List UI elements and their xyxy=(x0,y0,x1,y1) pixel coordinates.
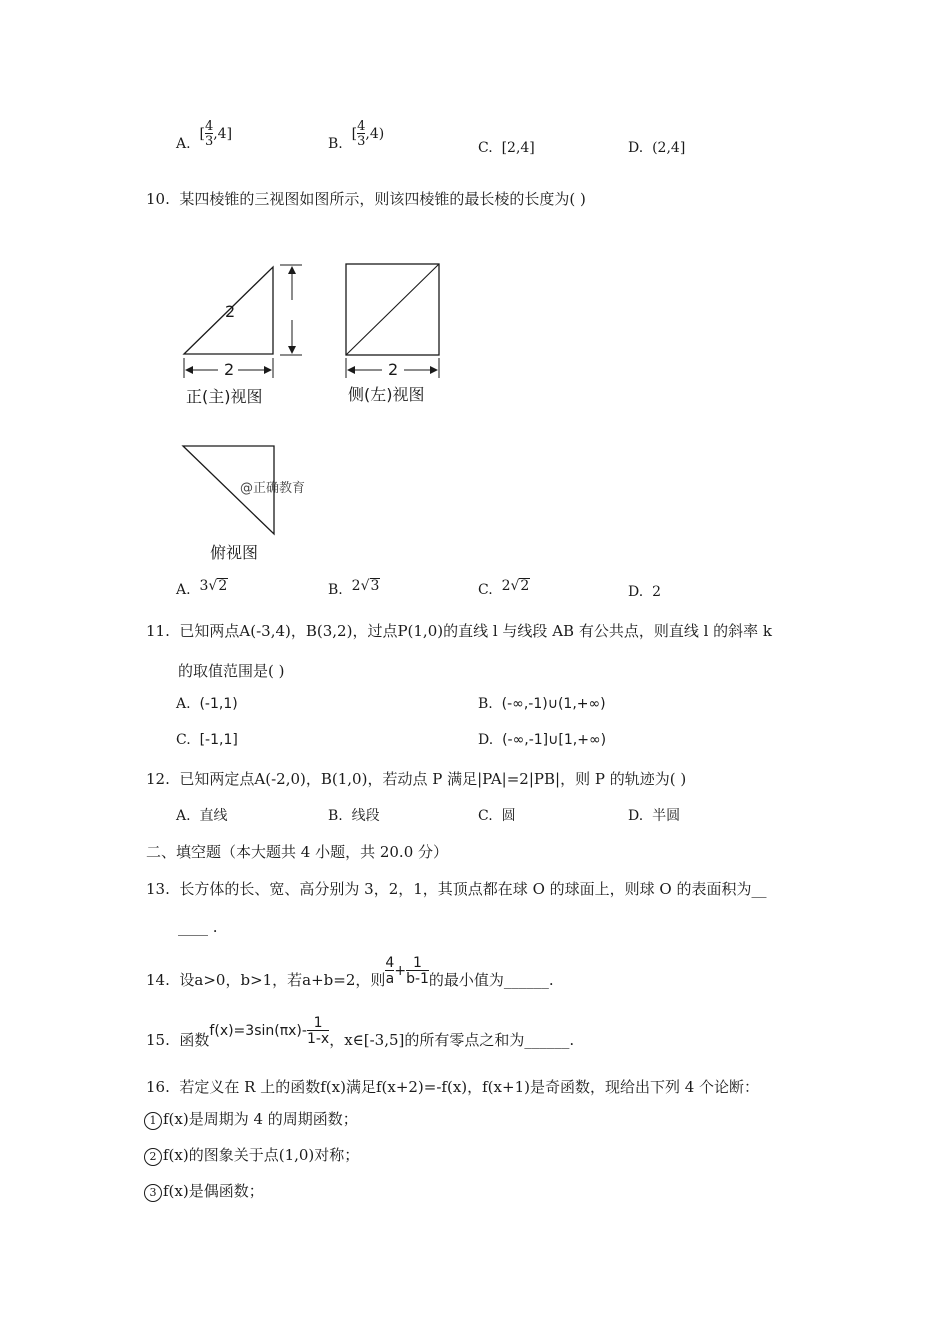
circled-number: 2 xyxy=(144,1148,162,1166)
front-height-dim: 2 xyxy=(225,302,236,321)
q12-option-a: A. 直线 xyxy=(176,808,228,824)
q9-option-d: D. (2,4] xyxy=(628,140,686,156)
front-width-dim: 2 xyxy=(224,360,235,379)
q9-option-a: A. [ $\frac{4}{3}$ ,4] xyxy=(176,119,233,152)
top-view-label: 俯视图 xyxy=(210,543,259,562)
q15-stem: 15. 函数f(x)=3sin(πx)- $\frac{1}{1-x}$ ，x∈[-3,5]的所有零点之和为______. xyxy=(146,1015,575,1049)
q11-option-a: A. (-1,1) xyxy=(176,696,238,712)
q11-option-b: B. (-∞,-1)∪(1,+∞) xyxy=(478,696,606,712)
circled-number: 1 xyxy=(144,1112,162,1130)
q11-stem-line1: 11. 已知两点A(-3,4)，B(3,2)，过点P(1,0)的直线 l 与线段 AB 有公共点，则直线 l 的斜率 k xyxy=(146,622,773,640)
q16-statement-2: 2 f(x)的图象关于点(1,0)对称； xyxy=(144,1144,359,1166)
q10-stem: 10. 某四棱锥的三视图如图所示，则该四棱锥的最长棱的长度为( ) xyxy=(146,190,586,208)
q16-statement-1: 1 f(x)是周期为 4 的周期函数； xyxy=(144,1108,358,1130)
q12-option-c: C. 圆 xyxy=(478,808,516,824)
q10-option-b: B. 2√3 xyxy=(328,578,380,598)
q16-statement-3: 3 f(x)是偶函数； xyxy=(144,1180,264,1202)
side-view-label: 侧(左)视图 xyxy=(348,385,425,404)
front-view-label: 正(主)视图 xyxy=(186,387,263,406)
circled-number: 3 xyxy=(144,1184,162,1202)
q9-option-c: C. [2,4] xyxy=(478,140,535,156)
q9-option-b: B. [ $\frac{4}{3}$ ,4) xyxy=(328,119,385,152)
q11-stem-line2: 的取值范围是( ) xyxy=(178,662,285,680)
q12-option-d: D. 半圆 xyxy=(628,808,681,824)
watermark: @正确教育 xyxy=(240,481,306,496)
section-heading-fill-in: 二、填空题（本大题共 4 小题，共 20.0 分） xyxy=(146,843,449,861)
front-view xyxy=(184,265,302,378)
q10-option-d: D. 2 xyxy=(628,584,662,600)
q16-stem: 16. 若定义在 R 上的函数f(x)满足f(x+2)=-f(x)，f(x+1)是奇函数，现给出下列 4 个论断： xyxy=(146,1078,760,1096)
q11-option-d: D. (-∞,-1]∪[1,+∞) xyxy=(478,732,607,748)
q12-option-b: B. 线段 xyxy=(328,808,380,824)
q13-stem-line1: 13. 长方体的长、宽、高分别为 3，2，1，其顶点都在球 O 的球面上，则球 O 的表面积为__ xyxy=(146,880,767,898)
q14-stem: 14. 设a>0，b>1，若a+b=2，则 $\frac{4}{a}$ + $\frac{1}{b-1}$ 的最小值为______. xyxy=(146,955,554,989)
q13-stem-line2: ____ . xyxy=(178,918,218,936)
q11-option-c: C. [-1,1] xyxy=(176,732,238,748)
q10-option-c: C. 2√2 xyxy=(478,578,530,598)
q12-stem: 12. 已知两定点A(-2,0)，B(1,0)，若动点 P 满足|PA|=2|PB|，则 P 的轨迹为( ) xyxy=(146,770,687,788)
side-width-dim: 2 xyxy=(388,360,399,379)
three-view-figure xyxy=(170,250,470,570)
q10-option-a: A. 3√2 xyxy=(176,578,228,598)
